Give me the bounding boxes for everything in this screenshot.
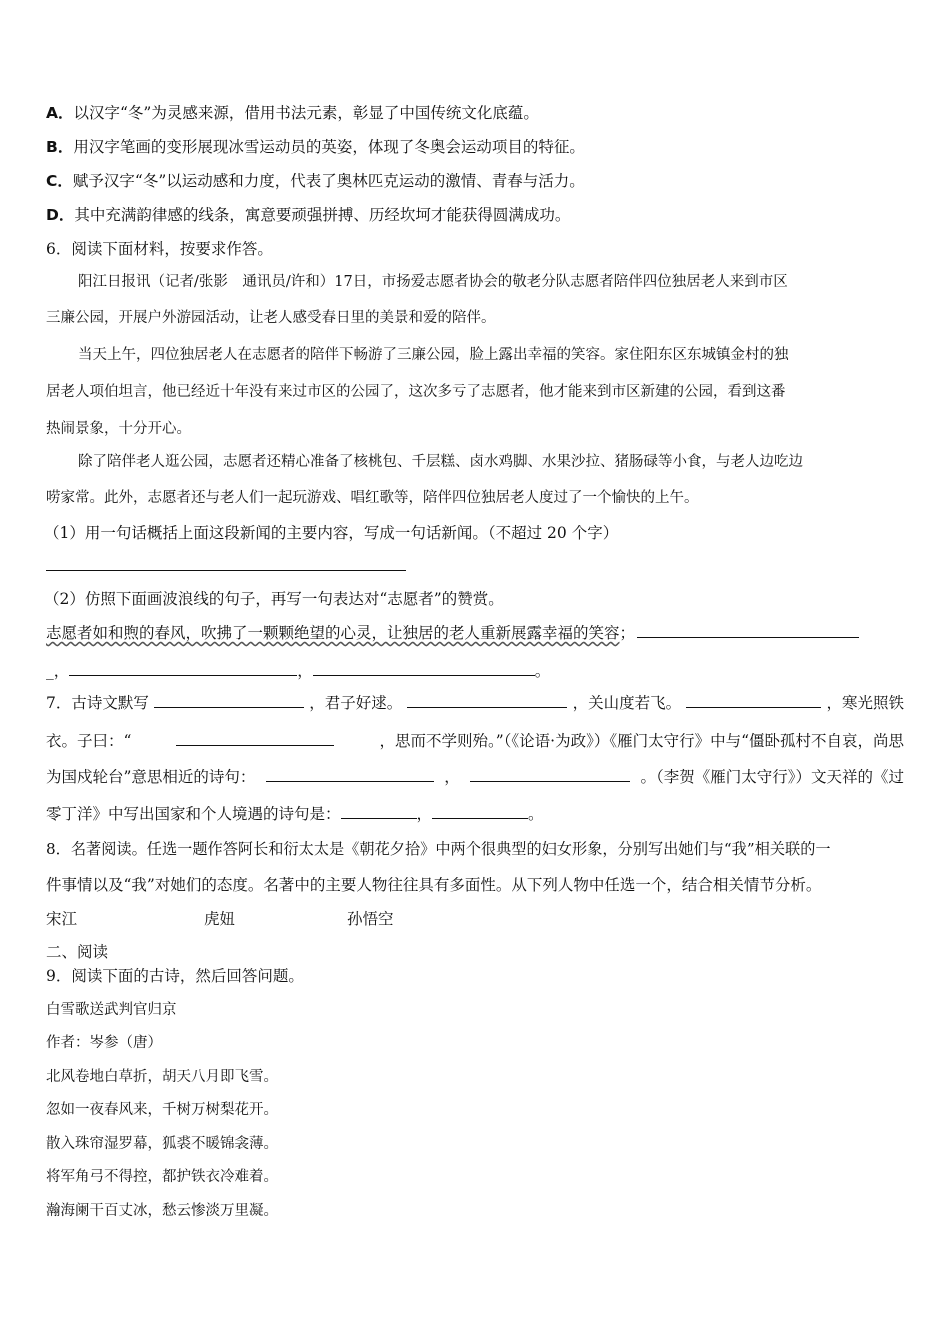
answer-blank[interactable] bbox=[69, 660, 297, 676]
option-text: 用汉字笔画的变形展现冰雪运动员的英姿，体现了冬奥会运动项目的特征。 bbox=[73, 138, 585, 156]
option-a bbox=[46, 102, 539, 124]
q6-p3-line2: 唠家常。此外，志愿者还与老人们一起玩游戏、唱红歌等，陪伴四位独居老人度过了一个愉快的上午。 bbox=[46, 490, 699, 506]
answer-blank[interactable] bbox=[432, 803, 528, 819]
q7-line4 bbox=[46, 803, 544, 825]
option-letter: B． bbox=[46, 138, 74, 156]
q6-p2-line2: 居老人项伯坦言，他已经近十年没有来过市区的公园了，这次多亏了志愿者，他才能来到市区新建的公园，看到这番 bbox=[46, 384, 786, 400]
q7-text: 。（李贺《雁门太守行》）文天祥的《过 bbox=[640, 768, 904, 786]
q7-text: 7．古诗文默写 bbox=[46, 694, 149, 712]
poem-line: 忽如一夜春风来，千树万树梨花开。 bbox=[46, 1102, 278, 1118]
q7-text: 为国戍轮台”意思相近的诗句： bbox=[46, 768, 256, 786]
q7-text: ，关山度若飞。 bbox=[572, 694, 682, 712]
q7-text: ，思而不学则殆。”（《论语·为政》）《雁门太守行》中与“僵卧孤村不自哀，尚思 bbox=[379, 732, 904, 750]
q8-character: 孙悟空 bbox=[347, 910, 394, 928]
q8-line1: 8．名著阅读。任选一题作答阿长和衍太太是《朝花夕拾》中两个很典型的妇女形象，分别写出她们与“我”相关联的一 bbox=[46, 840, 831, 858]
punct: 。 bbox=[528, 805, 544, 823]
q7-text: ，君子好逑。 bbox=[309, 694, 403, 712]
answer-blank[interactable] bbox=[407, 692, 567, 708]
q8-character: 虎妞 bbox=[204, 910, 236, 928]
q6-sub1: （1）用一句话概括上面这段新闻的主要内容，写成一句话新闻。（不超过 20 个字） bbox=[44, 524, 619, 542]
punct: 。 bbox=[534, 662, 551, 680]
answer-blank[interactable] bbox=[176, 730, 334, 746]
answer-blank[interactable] bbox=[470, 766, 630, 782]
answer-blank[interactable] bbox=[313, 660, 535, 676]
q6-blank-line bbox=[46, 660, 550, 682]
answer-line[interactable] bbox=[46, 570, 406, 571]
option-b bbox=[46, 136, 585, 158]
poem-line: 将军角弓不得控，都护铁衣冷难着。 bbox=[46, 1169, 278, 1185]
q7-text: ， bbox=[444, 768, 460, 786]
q6-p2-line3: 热闹景象，十分开心。 bbox=[46, 421, 191, 437]
q7-text: 零丁洋》中写出国家和个人境遇的诗句是： bbox=[46, 805, 341, 823]
q6-p1-line1: 阳江日报讯（记者/张影 通讯员/许和）17日，市扬爱志愿者协会的敬老分队志愿者陪伴四位独居老人来到市区 bbox=[78, 274, 788, 290]
poem-title: 白雪歌送武判官归京 bbox=[46, 1002, 177, 1018]
option-d bbox=[46, 204, 570, 226]
line-start: _， bbox=[46, 662, 70, 680]
q8-character: 宋江 bbox=[46, 910, 78, 928]
poem-line: 瀚海阑干百丈冰，愁云惨淡万里凝。 bbox=[46, 1203, 278, 1219]
poem-author: 作者：岑参（唐） bbox=[46, 1035, 162, 1051]
option-text: 以汉字“冬”为灵感来源，借用书法元素，彰显了中国传统文化底蕴。 bbox=[73, 104, 539, 122]
q6-p2-line1: 当天上午，四位独居老人在志愿者的陪伴下畅游了三廉公园，脸上露出幸福的笑容。家住阳东区东城镇金村的独 bbox=[78, 347, 789, 363]
q6-p3-line1: 除了陪伴老人逛公园，志愿者还精心准备了核桃包、千层糕、卤水鸡脚、水果沙拉、猪肠碌等小食，与老人边吃边 bbox=[78, 454, 803, 470]
punct: ， bbox=[416, 805, 433, 823]
option-text: 赋予汉字“冬”以运动感和力度，代表了奥林匹克运动的激情、青春与活力。 bbox=[72, 172, 585, 190]
option-letter: D． bbox=[46, 206, 75, 224]
option-text: 其中充满韵律感的线条，寓意要顽强拼搏、历经坎坷才能获得圆满成功。 bbox=[74, 206, 571, 224]
punct: ， bbox=[297, 662, 313, 680]
model-punct: ； bbox=[619, 624, 636, 642]
q6-sub2: （2）仿照下面画波浪线的句子，再写一句表达对“志愿者”的赞赏。 bbox=[44, 590, 504, 608]
q7-line1 bbox=[46, 692, 904, 714]
option-c bbox=[46, 170, 585, 192]
poem-line: 北风卷地白草折，胡天八月即飞雪。 bbox=[46, 1069, 278, 1085]
answer-blank[interactable] bbox=[637, 622, 859, 638]
q7-line2 bbox=[46, 730, 904, 752]
q8-line2: 件事情以及“我”对她们的态度。名著中的主要人物往往具有多面性。从下列人物中任选一个，结合相关情节分析。 bbox=[46, 876, 822, 894]
q6-prompt: 6．阅读下面材料，按要求作答。 bbox=[46, 240, 273, 258]
q6-model-line bbox=[46, 622, 859, 644]
wavy-sentence: 志愿者如和煦的春风，吹拂了一颗颗绝望的心灵，让独居的老人重新展露幸福的笑容 bbox=[46, 624, 620, 642]
q6-p1-line2: 三廉公园，开展户外游园活动，让老人感受春日里的美景和爱的陪伴。 bbox=[46, 310, 496, 326]
q7-text: ，寒光照铁 bbox=[826, 694, 904, 712]
option-letter: A． bbox=[46, 104, 74, 122]
section-heading: 二、阅读 bbox=[46, 943, 109, 961]
answer-blank[interactable] bbox=[686, 692, 821, 708]
q7-line3 bbox=[46, 766, 904, 788]
answer-blank[interactable] bbox=[266, 766, 434, 782]
answer-blank[interactable] bbox=[341, 803, 417, 819]
poem-line: 散入珠帘湿罗幕，狐裘不暖锦衾薄。 bbox=[46, 1136, 278, 1152]
q9-prompt: 9．阅读下面的古诗，然后回答问题。 bbox=[46, 967, 304, 985]
option-letter: C． bbox=[46, 172, 73, 190]
q7-text: 衣。子曰：“ bbox=[46, 732, 132, 750]
answer-blank[interactable] bbox=[154, 692, 304, 708]
